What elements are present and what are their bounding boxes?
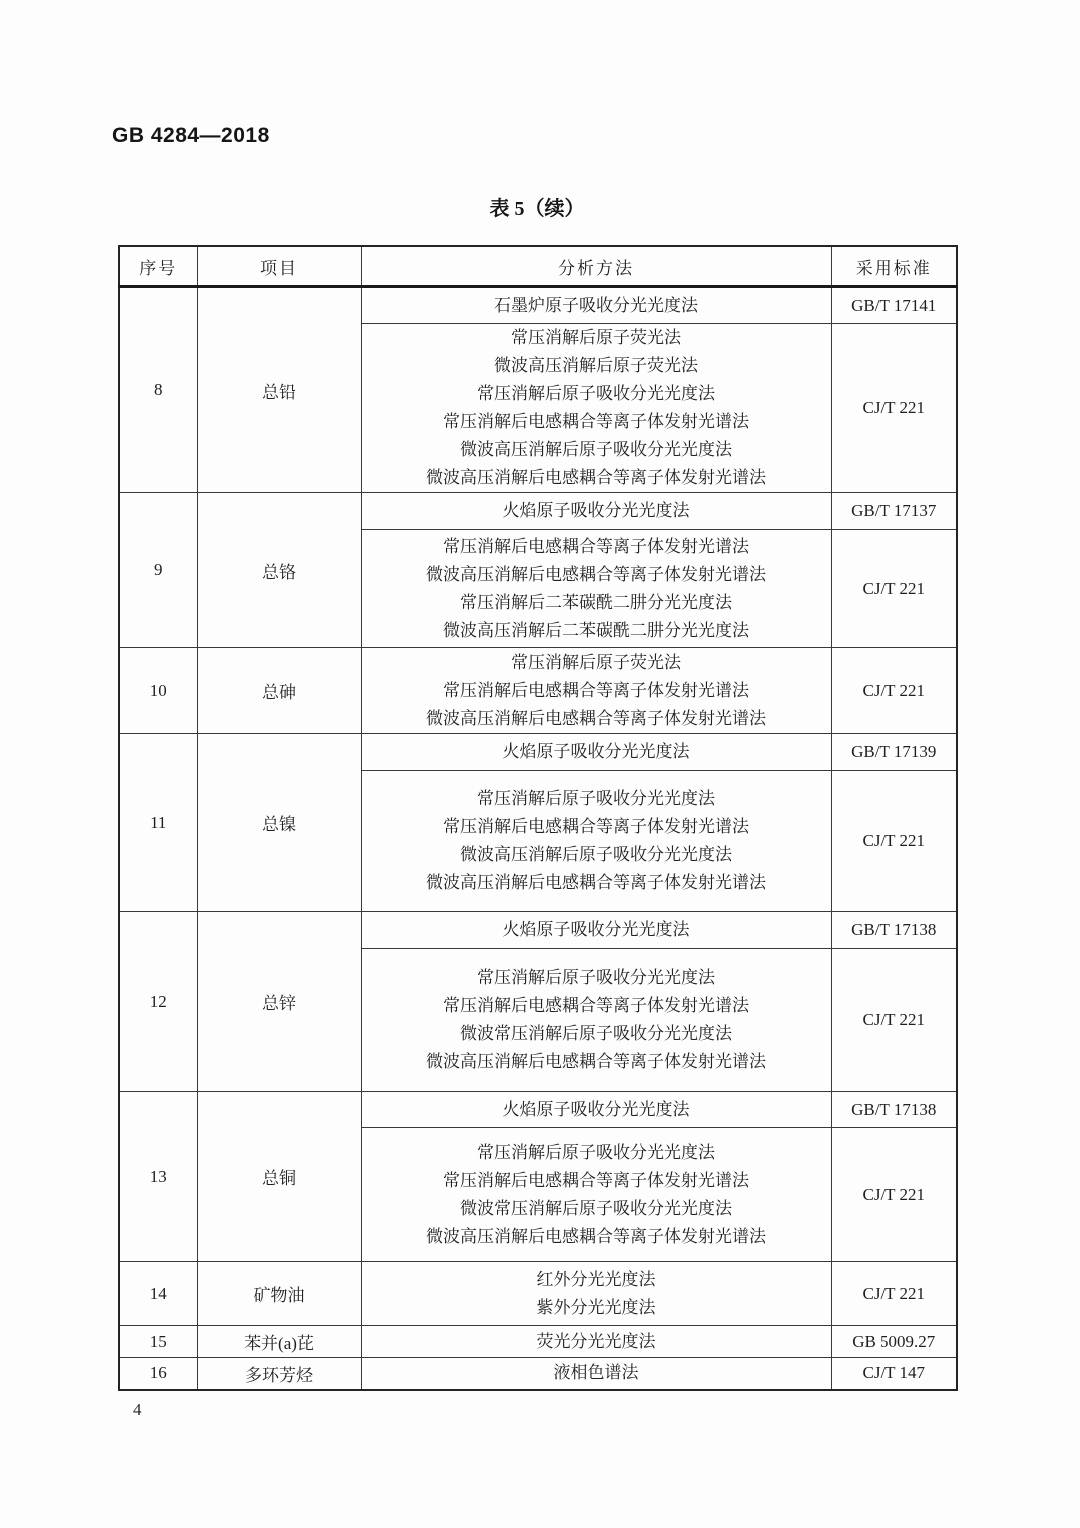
method-cell <box>361 530 831 648</box>
method-cell <box>361 771 831 912</box>
method-line: 常压消解后电感耦合等离子体发射光谱法 <box>443 680 749 700</box>
method-line: 微波高压消解后原子吸收分光光度法 <box>460 440 732 459</box>
method-cell <box>361 1358 831 1390</box>
method-line: 火焰原子吸收分光光度法 <box>502 1099 690 1119</box>
table-row <box>119 648 957 734</box>
standard-cell: CJ/T 147 <box>831 1358 957 1390</box>
method-line: 微波高压消解后电感耦合等离子体发射光谱法 <box>426 873 766 892</box>
table-row <box>119 1326 957 1358</box>
row-item-cell: 总镍 <box>197 734 361 912</box>
col-header-item: 项目 <box>197 246 361 287</box>
method-line: 火焰原子吸收分光光度法 <box>502 501 690 520</box>
row-no-cell: 12 <box>119 912 197 1092</box>
standard-cell: GB/T 17141 <box>831 287 957 324</box>
table-row <box>119 493 957 530</box>
method-cell <box>361 912 831 949</box>
row-no-cell: 8 <box>119 287 197 493</box>
method-cell <box>361 324 831 493</box>
row-no-cell: 10 <box>119 648 197 734</box>
method-cell <box>361 949 831 1092</box>
method-line: 微波高压消解后原子荧光法 <box>494 356 698 375</box>
standard-cell: CJ/T 221 <box>831 1128 957 1262</box>
analysis-methods-table <box>118 245 958 1391</box>
method-cell <box>361 734 831 771</box>
method-cell <box>361 1262 831 1326</box>
method-line: 紫外分光光度法 <box>536 1297 656 1317</box>
table-header-row <box>119 246 957 287</box>
standard-cell: CJ/T 221 <box>831 530 957 648</box>
method-line: 常压消解后原子吸收分光光度法 <box>477 968 715 987</box>
standard-cell: CJ/T 221 <box>831 949 957 1092</box>
table-row <box>119 1262 957 1326</box>
row-item-cell: 多环芳烃 <box>197 1358 361 1390</box>
method-cell <box>361 648 831 734</box>
method-line: 微波高压消解后电感耦合等离子体发射光谱法 <box>426 564 766 584</box>
standard-cell: CJ/T 221 <box>831 771 957 912</box>
col-header-no: 序号 <box>119 246 197 287</box>
method-line: 常压消解后原子荧光法 <box>511 652 681 672</box>
page-number: 4 <box>133 1400 142 1419</box>
method-line: 常压消解后原子吸收分光光度法 <box>477 384 715 403</box>
method-line: 微波高压消解后电感耦合等离子体发射光谱法 <box>426 468 766 487</box>
standard-cell: GB/T 17137 <box>831 493 957 530</box>
method-line: 常压消解后电感耦合等离子体发射光谱法 <box>443 536 749 556</box>
method-line: 微波高压消解后电感耦合等离子体发射光谱法 <box>426 1052 766 1071</box>
table-row <box>119 287 957 324</box>
standard-cell: GB 5009.27 <box>831 1326 957 1358</box>
standard-cell: CJ/T 221 <box>831 324 957 493</box>
row-no-cell: 15 <box>119 1326 197 1358</box>
method-line: 常压消解后电感耦合等离子体发射光谱法 <box>443 1170 749 1190</box>
method-line: 微波高压消解后电感耦合等离子体发射光谱法 <box>426 708 766 728</box>
method-cell <box>361 1128 831 1262</box>
method-line: 常压消解后原子吸收分光光度法 <box>477 789 715 808</box>
table-row <box>119 1092 957 1128</box>
table-row <box>119 1358 957 1390</box>
row-item-cell: 总铜 <box>197 1092 361 1262</box>
method-line: 微波常压消解后原子吸收分光光度法 <box>460 1024 732 1043</box>
method-cell <box>361 493 831 530</box>
row-item-cell: 矿物油 <box>197 1262 361 1326</box>
method-line: 微波高压消解后电感耦合等离子体发射光谱法 <box>426 1226 766 1246</box>
row-item-cell: 总砷 <box>197 648 361 734</box>
method-line: 微波常压消解后原子吸收分光光度法 <box>460 1198 732 1218</box>
method-line: 常压消解后电感耦合等离子体发射光谱法 <box>443 817 749 836</box>
row-item-cell: 总铬 <box>197 493 361 648</box>
doc-code: GB 4284—2018 <box>112 124 270 147</box>
method-line: 常压消解后原子吸收分光光度法 <box>477 1142 715 1162</box>
standard-cell: GB/T 17138 <box>831 1092 957 1128</box>
row-item-cell: 苯并(a)芘 <box>197 1326 361 1358</box>
standard-cell: CJ/T 221 <box>831 648 957 734</box>
method-line: 石墨炉原子吸收分光光度法 <box>494 295 698 315</box>
method-line: 常压消解后电感耦合等离子体发射光谱法 <box>443 412 749 431</box>
method-line: 微波高压消解后二苯碳酰二肼分光光度法 <box>443 620 749 640</box>
method-cell <box>361 1326 831 1358</box>
method-line: 火焰原子吸收分光光度法 <box>502 920 690 939</box>
col-header-method: 分析方法 <box>361 246 831 287</box>
col-header-standard: 采用标准 <box>831 246 957 287</box>
table-row <box>119 734 957 771</box>
row-no-cell: 9 <box>119 493 197 648</box>
method-cell <box>361 287 831 324</box>
table-title: 表 5（续） <box>489 198 585 220</box>
table-row <box>119 912 957 949</box>
standard-cell: GB/T 17138 <box>831 912 957 949</box>
row-no-cell: 11 <box>119 734 197 912</box>
method-line: 荧光分光光度法 <box>536 1331 656 1351</box>
row-item-cell: 总铅 <box>197 287 361 493</box>
method-line: 红外分光光度法 <box>536 1269 656 1289</box>
method-line: 火焰原子吸收分光光度法 <box>502 742 690 761</box>
row-no-cell: 14 <box>119 1262 197 1326</box>
standard-cell: GB/T 17139 <box>831 734 957 771</box>
method-line: 微波高压消解后原子吸收分光光度法 <box>460 845 732 864</box>
method-line: 常压消解后电感耦合等离子体发射光谱法 <box>443 996 749 1015</box>
standard-cell: CJ/T 221 <box>831 1262 957 1326</box>
method-line: 液相色谱法 <box>553 1363 639 1383</box>
row-item-cell: 总锌 <box>197 912 361 1092</box>
method-cell <box>361 1092 831 1128</box>
method-line: 常压消解后二苯碳酰二肼分光光度法 <box>460 592 732 612</box>
row-no-cell: 13 <box>119 1092 197 1262</box>
row-no-cell: 16 <box>119 1358 197 1390</box>
method-line: 常压消解后原子荧光法 <box>511 328 681 347</box>
